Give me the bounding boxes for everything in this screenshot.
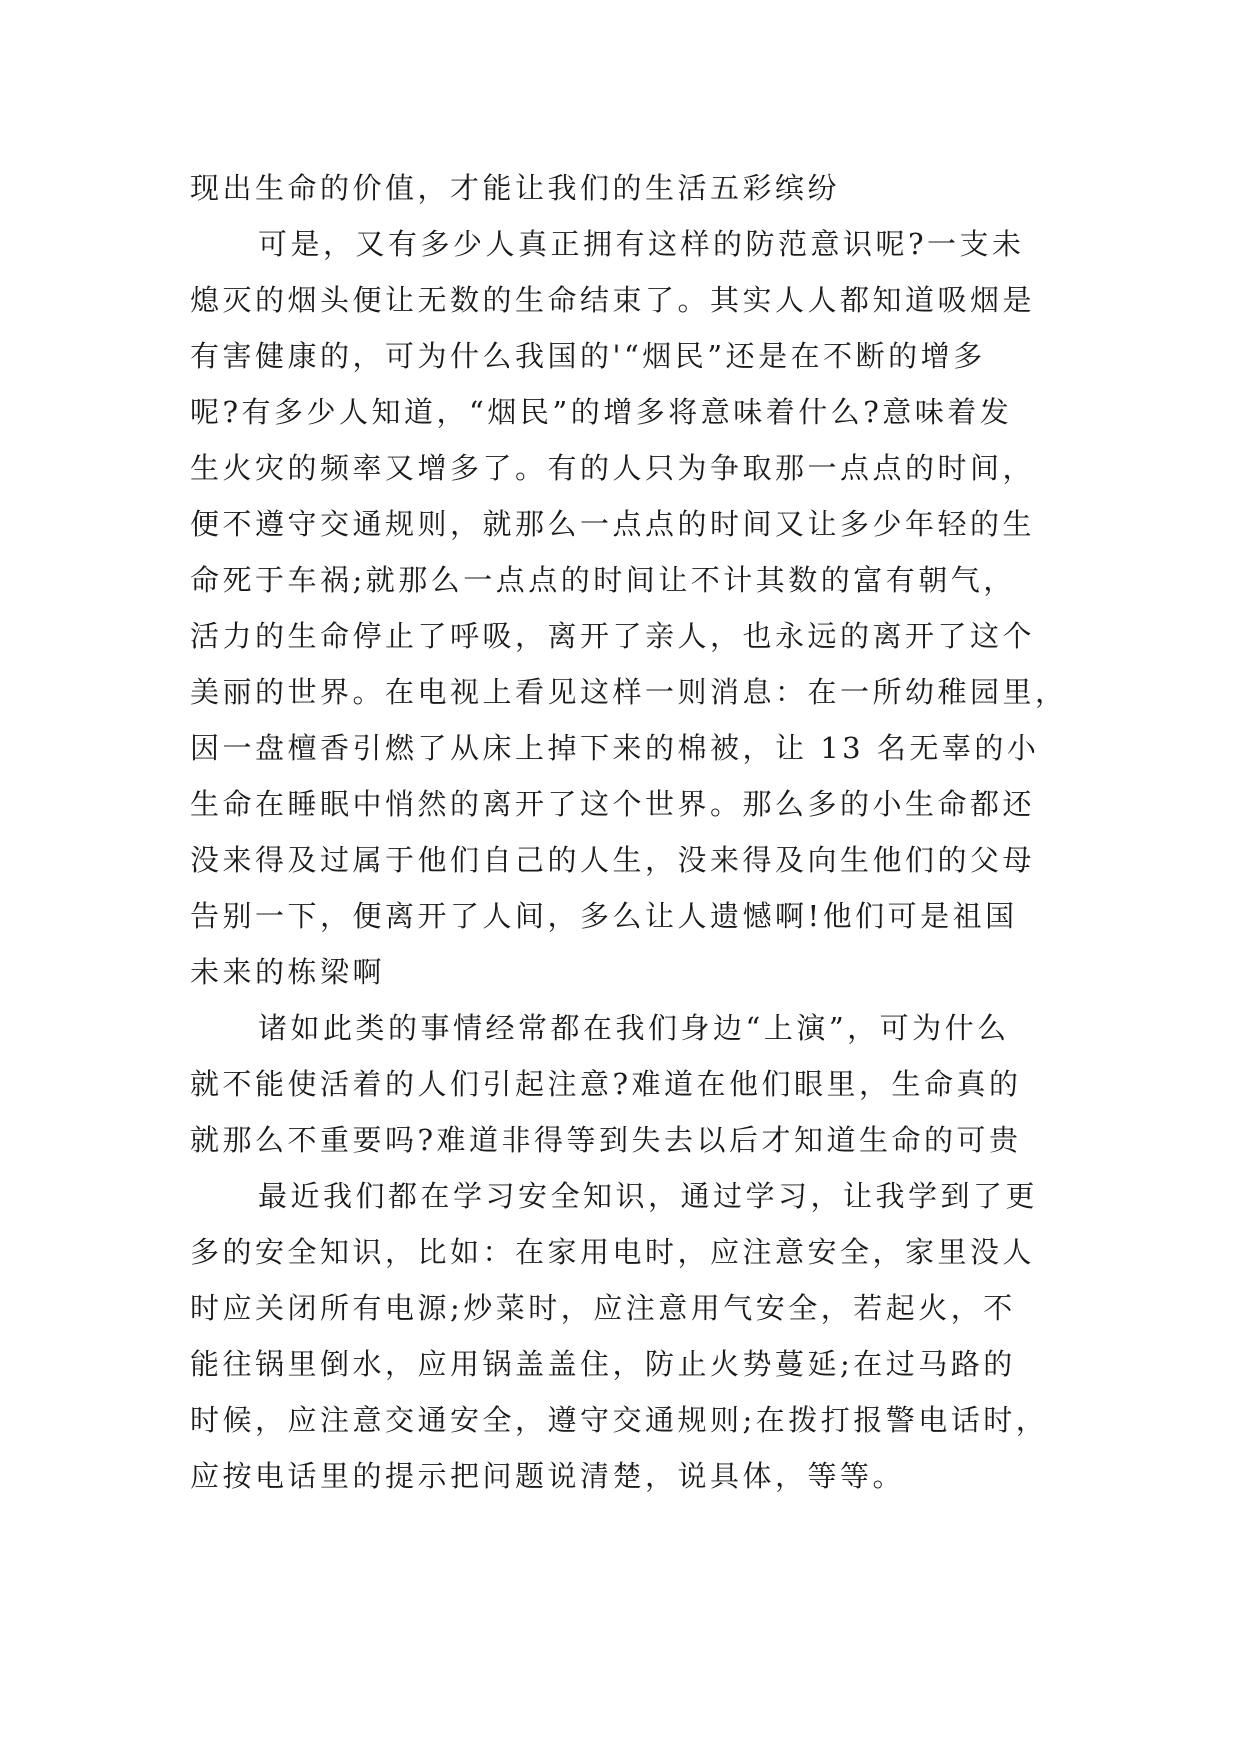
text-line: 生火灾的频率又增多了。有的人只为争取那一点点的时间，	[190, 451, 1036, 485]
text-line: 未来的栋梁啊	[190, 955, 386, 989]
text-line: 时候，应注意交通安全，遵守交通规则;在拨打报警电话时，	[190, 1403, 1049, 1437]
text-line: 应按电话里的提示把问题说清楚，说具体，等等。	[190, 1459, 906, 1493]
text-line: 多的安全知识，比如：在家用电时，应注意安全，家里没人	[190, 1235, 1036, 1269]
text-line: 命死于车祸;就那么一点点的时间让不计其数的富有朝气，	[190, 563, 1016, 597]
text-line: 现出生命的价值，才能让我们的生活五彩缤纷	[190, 171, 841, 205]
text-line: 可是，又有多少人真正拥有这样的防范意识呢?一支未	[258, 227, 1025, 261]
body-text	[190, 160, 1070, 1504]
text-line: 熄灭的烟头便让无数的生命结束了。其实人人都知道吸烟是	[190, 283, 1036, 317]
text-line: 因一盘檀香引燃了从床上掉下来的棉被，让 13 名无辜的小	[190, 731, 1040, 765]
text-line: 就不能使活着的人们引起注意?难道在他们眼里，生命真的	[190, 1067, 1022, 1101]
text-line: 没来得及过属于他们自己的人生，没来得及向生他们的父母	[190, 843, 1036, 877]
text-line: 有害健康的，可为什么我国的'“烟民”还是在不断的增多	[190, 339, 986, 373]
text-line: 呢?有多少人知道，“烟民”的增多将意味着什么?意味着发	[190, 395, 1013, 429]
text-line: 活力的生命停止了呼吸，离开了亲人，也永远的离开了这个	[190, 619, 1036, 653]
text-line: 便不遵守交通规则，就那么一点点的时间又让多少年轻的生	[190, 507, 1036, 541]
text-line: 美丽的世界。在电视上看见这样一则消息：在一所幼稚园里，	[190, 675, 1068, 709]
text-line: 就那么不重要吗?难道非得等到失去以后才知道生命的可贵	[190, 1123, 1022, 1157]
text-line: 诸如此类的事情经常都在我们身边“上演”，可为什么	[258, 1011, 1010, 1045]
text-line: 能往锅里倒水，应用锅盖盖住，防止火势蔓延;在过马路的	[190, 1347, 1016, 1381]
text-line: 最近我们都在学习安全知识，通过学习，让我学到了更	[258, 1179, 1039, 1213]
text-line: 时应关闭所有电源;炒菜时，应注意用气安全，若起火，不	[190, 1291, 1016, 1325]
text-line: 生命在睡眠中悄然的离开了这个世界。那么多的小生命都还	[190, 787, 1036, 821]
text-line: 告别一下，便离开了人间，多么让人遗憾啊!他们可是祖国	[190, 899, 1018, 933]
